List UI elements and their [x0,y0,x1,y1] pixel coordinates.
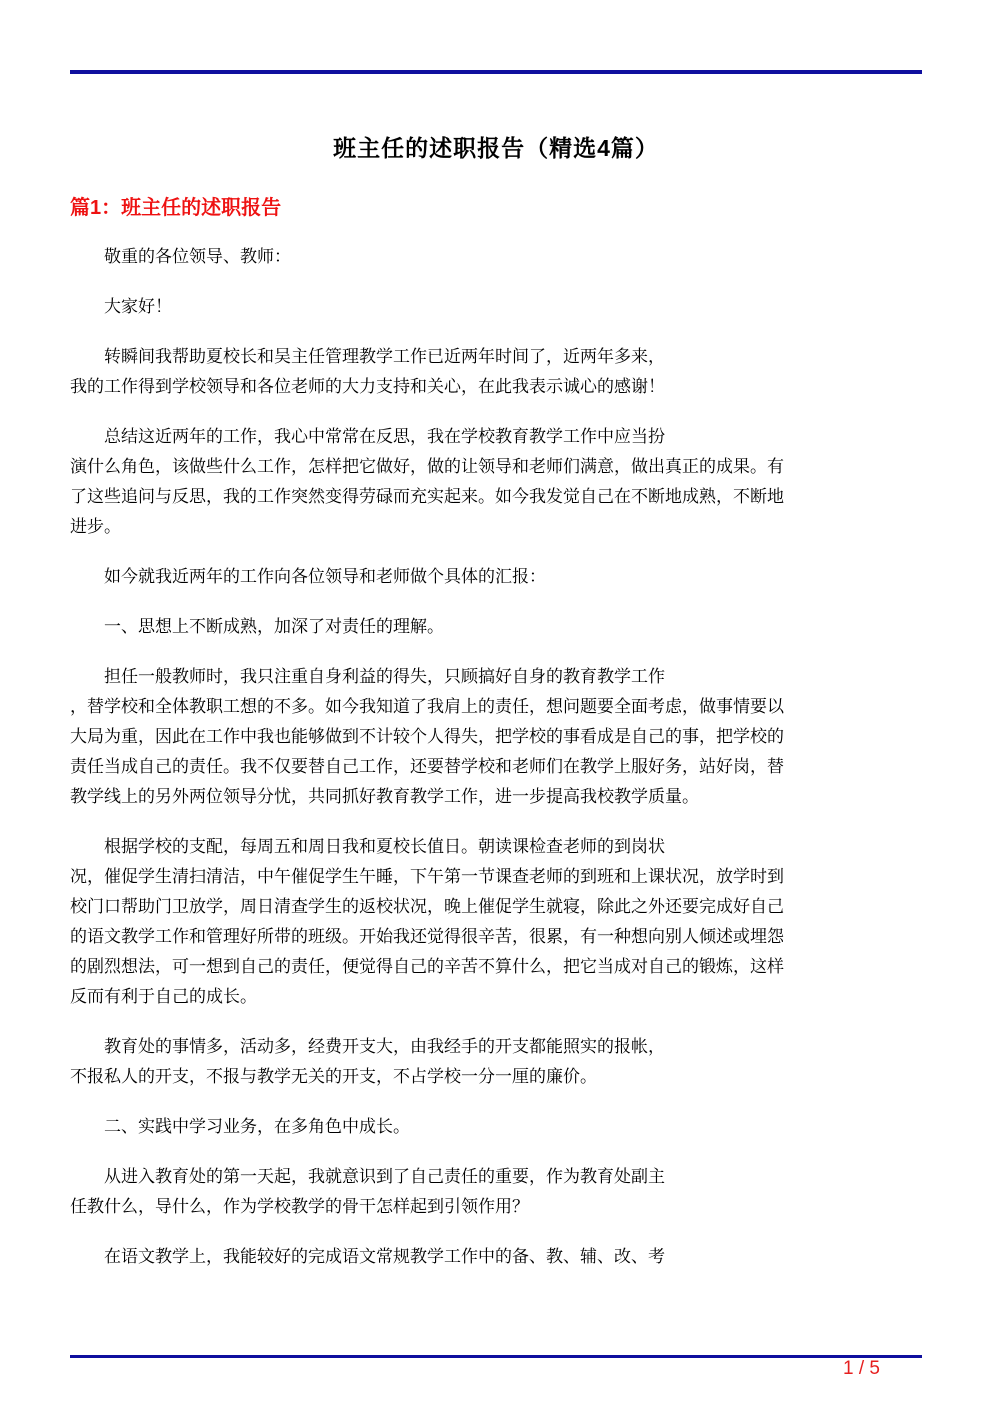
paragraph-line: 不报私人的开支，不报与教学无关的开支，不占学校一分一厘的廉价。 [70,1067,597,1086]
page-number: 1 / 5 [843,1358,880,1379]
section-heading: 篇1：班主任的述职报告 [70,197,282,219]
paragraph-line: 进步。 [70,517,121,536]
paragraph-line: 敬重的各位领导、教师： [104,247,291,266]
paragraph [70,1162,922,1222]
paragraph [70,1242,922,1272]
paragraph-line: 总结这近两年的工作，我心中常常在反思，我在学校教育教学工作中应当扮 [104,427,665,446]
paragraph-line: 从进入教育处的第一天起，我就意识到了自己责任的重要，作为教育处副主 [104,1167,665,1186]
paragraph-line: 大局为重，因此在工作中我也能够做到不计较个人得失，把学校的事看成是自己的事，把学校的 [70,727,784,746]
paragraph [70,292,922,322]
paragraph-line: 教育处的事情多，活动多，经费开支大，由我经手的开支都能照实的报帐， [104,1037,665,1056]
paragraph [70,832,922,1012]
paragraph-line: 演什么角色，该做些什么工作，怎样把它做好，做的让领导和老师们满意，做出真正的成果。有 [70,457,784,476]
paragraph-line: 根据学校的支配，每周五和周日我和夏校长值日。朝读课检查老师的到岗状 [104,837,665,856]
paragraph-line: 责任当成自己的责任。我不仅要替自己工作，还要替学校和老师们在教学上服好务，站好岗，替 [70,757,784,776]
paragraph-line: 况，催促学生清扫清洁，中午催促学生午睡，下午第一节课查老师的到班和上课状况，放学时到 [70,867,784,886]
paragraph-line: 教学线上的另外两位领导分忧，共同抓好教育教学工作，进一步提高我校教学质量。 [70,787,699,806]
paragraph-line: 担任一般教师时，我只注重自身利益的得失，只顾搞好自身的教育教学工作 [104,667,665,686]
paragraph-line: 如今就我近两年的工作向各位领导和老师做个具体的汇报： [104,567,546,586]
paragraph [70,562,922,592]
top-divider-line [70,70,922,74]
paragraph-line: 的语文教学工作和管理好所带的班级。开始我还觉得很辛苦，很累，有一种想向别人倾述或埋怨 [70,927,784,946]
paragraph [70,342,922,402]
paragraph-line: 转瞬间我帮助夏校长和吴主任管理教学工作已近两年时间了，近两年多来， [104,347,665,366]
paragraph-line: 校门口帮助门卫放学，周日清查学生的返校状况，晚上催促学生就寝，除此之外还要完成好自己 [70,897,784,916]
paragraph-line: 我的工作得到学校领导和各位老师的大力支持和关心，在此我表示诚心的感谢！ [70,377,665,396]
paragraph-line: 的剧烈想法，可一想到自己的责任，便觉得自己的辛苦不算什么，把它当成对自己的锻炼，这样 [70,957,784,976]
paragraph [70,662,922,812]
paragraph-line: 了这些追问与反思，我的工作突然变得劳碌而充实起来。如今我发觉自己在不断地成熟，不断地 [70,487,784,506]
paragraph-line: 在语文教学上，我能较好的完成语文常规教学工作中的备、教、辅、改、考 [104,1247,665,1266]
paragraph [70,422,922,542]
paragraph-line: ，替学校和全体教职工想的不多。如今我知道了我肩上的责任，想问题要全面考虑，做事情要以 [70,697,784,716]
bottom-divider-line [70,1355,922,1358]
paragraph-line: 一、思想上不断成熟，加深了对责任的理解。 [104,617,444,636]
document-title: 班主任的述职报告（精选4篇） [333,135,659,161]
paragraph-line: 二、实践中学习业务，在多角色中成长。 [104,1117,410,1136]
paragraph-line: 大家好！ [104,297,172,316]
paragraph [70,612,922,642]
paragraph-line: 反而有利于自己的成长。 [70,987,257,1006]
paragraph-line: 任教什么，导什么，作为学校教学的骨干怎样起到引领作用？ [70,1197,529,1216]
paragraph [70,1032,922,1092]
paragraph [70,1112,922,1142]
document-body [70,242,922,1272]
paragraph [70,242,922,272]
